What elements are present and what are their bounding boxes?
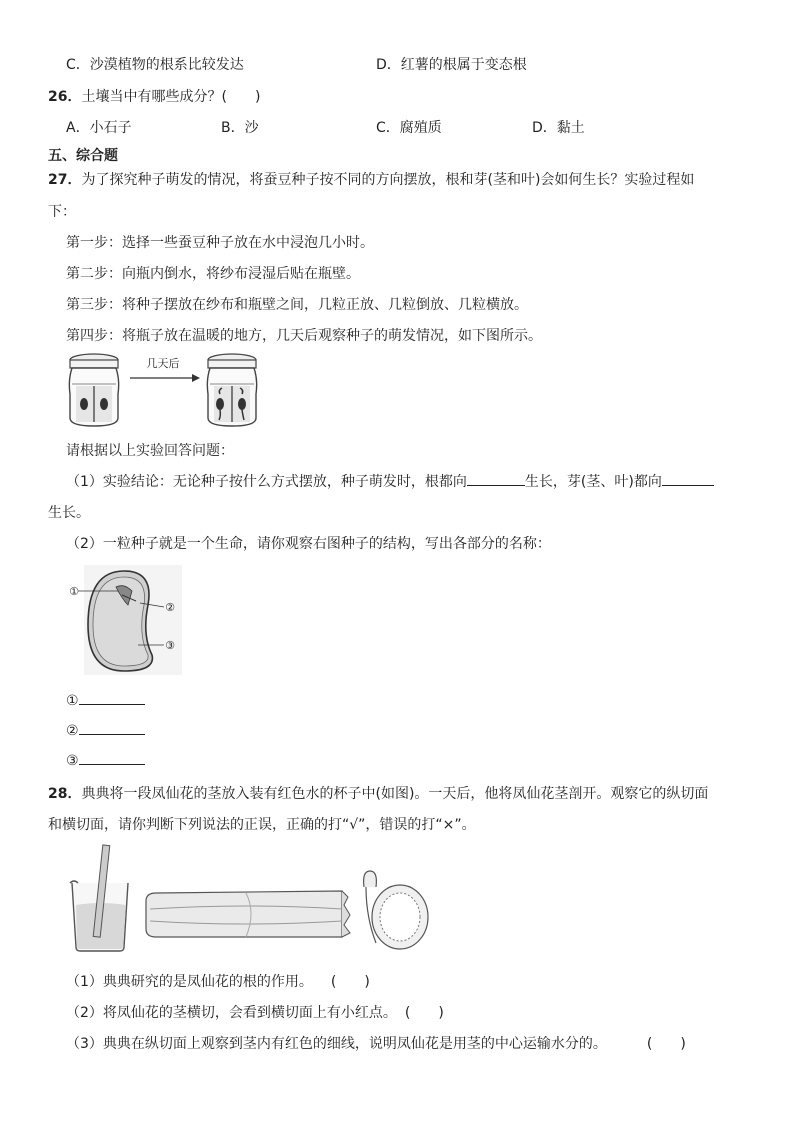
answer-paren-3[interactable]: ( ) [646,1036,686,1052]
q25-option-c: C．沙漠植物的根系比较发达 [66,57,244,73]
q27-sub1-text-a: （1）实验结论：无论种子按什么方式摆放，种子萌发时，根都向 [66,474,467,490]
q26-stem: 土壤当中有哪些成分？( ) [81,89,261,105]
q28-number: 28． [48,786,82,802]
answer-line-3 [66,750,145,769]
q28-statement-3 [66,1033,686,1053]
section-title: 五、综合题 [48,148,118,164]
arrow-label: 几天后 [146,357,180,370]
q26-question [48,86,260,106]
seed-structure-figure [64,565,184,675]
jar-before-icon [69,354,118,426]
q28-statement-2-text: （2）将凤仙花的茎横切，会看到横切面上有小红点。 [66,1005,397,1021]
q27-step-4: 第四步：将瓶子放在温暖的地方，几天后观察种子的萌发情况，如下图所示。 [66,328,542,344]
q26-number: 26． [48,89,82,105]
answer-line-2 [66,720,145,739]
q27-step-2: 第二步：向瓶内倒水，将纱布浸湿后贴在瓶壁。 [66,266,360,282]
q28-stem-line1 [48,783,708,803]
jar-after-icon [207,354,256,426]
seed-label-1: ① [69,585,79,598]
q28-stem-line2: 和横切面，请你判断下列说法的正误，正确的打“√”，错误的打“×”。 [48,817,476,833]
q26-option-a: A．小石子 [66,120,132,136]
answer-label-3: ③ [66,753,79,769]
q27-step-1: 第一步：选择一些蚕豆种子放在水中浸泡几小时。 [66,235,374,251]
q27-number: 27． [48,172,82,188]
answer-blank-bud-direction[interactable] [662,471,714,486]
stem-longitudinal-icon [146,891,350,937]
q27-stem-line2: 下： [48,204,76,220]
stem-cross-section-icon [364,871,428,949]
q27-sub2: （2）一粒种子就是一个生命，请你观察右图种子的结构，写出各部分的名称： [66,536,551,552]
stem-experiment-figure [66,843,436,955]
answer-blank-3[interactable] [79,750,145,765]
q27-sub1-text-b: 生长，芽(茎、叶)都向 [524,474,662,490]
q27-sub1-line1 [66,471,714,491]
answer-blank-2[interactable] [79,720,145,735]
answer-blank-1[interactable] [79,690,145,705]
seed-jar-figure [68,350,268,430]
answer-line-1 [66,690,145,709]
q26-option-b: B．沙 [221,120,259,136]
q27-stem-text: 为了探究种子萌发的情况，将蚕豆种子按不同的方向摆放，根和芽(茎和叶)会如何生长？实验过程如 [81,172,695,188]
q27-prompt: 请根据以上实验回答问题： [66,443,234,459]
q27-stem-line1 [48,169,694,189]
q28-statement-2 [66,1002,444,1022]
q26-option-d: D．黏土 [532,120,585,136]
seed-label-2: ② [165,601,175,614]
answer-blank-root-direction[interactable] [467,471,525,486]
answer-paren-2[interactable]: ( ) [404,1005,444,1021]
q25-option-d: D．红薯的根属于变态根 [376,57,527,73]
q28-statement-1-text: （1）典典研究的是凤仙花的根的作用。 [66,974,313,990]
q28-stem-text: 典典将一段凤仙花的茎放入装有红色水的杯子中(如图)。一天后，他将凤仙花茎剖开。观察它的纵切面 [81,786,709,802]
q28-statement-1 [66,971,370,991]
answer-label-1: ① [66,693,79,709]
seed-label-3: ③ [165,639,175,652]
answer-label-2: ② [66,723,79,739]
q27-sub1-line2: 生长。 [48,505,90,521]
q28-statement-3-text: （3）典典在纵切面上观察到茎内有红色的细线，说明凤仙花是用茎的中心运输水分的。 [66,1036,607,1052]
q26-option-c: C．腐殖质 [376,120,442,136]
q27-step-3: 第三步：将种子摆放在纱布和瓶壁之间，几粒正放、几粒倒放、几粒横放。 [66,297,528,313]
answer-paren-1[interactable]: ( ) [330,974,370,990]
beaker-icon [70,845,128,951]
